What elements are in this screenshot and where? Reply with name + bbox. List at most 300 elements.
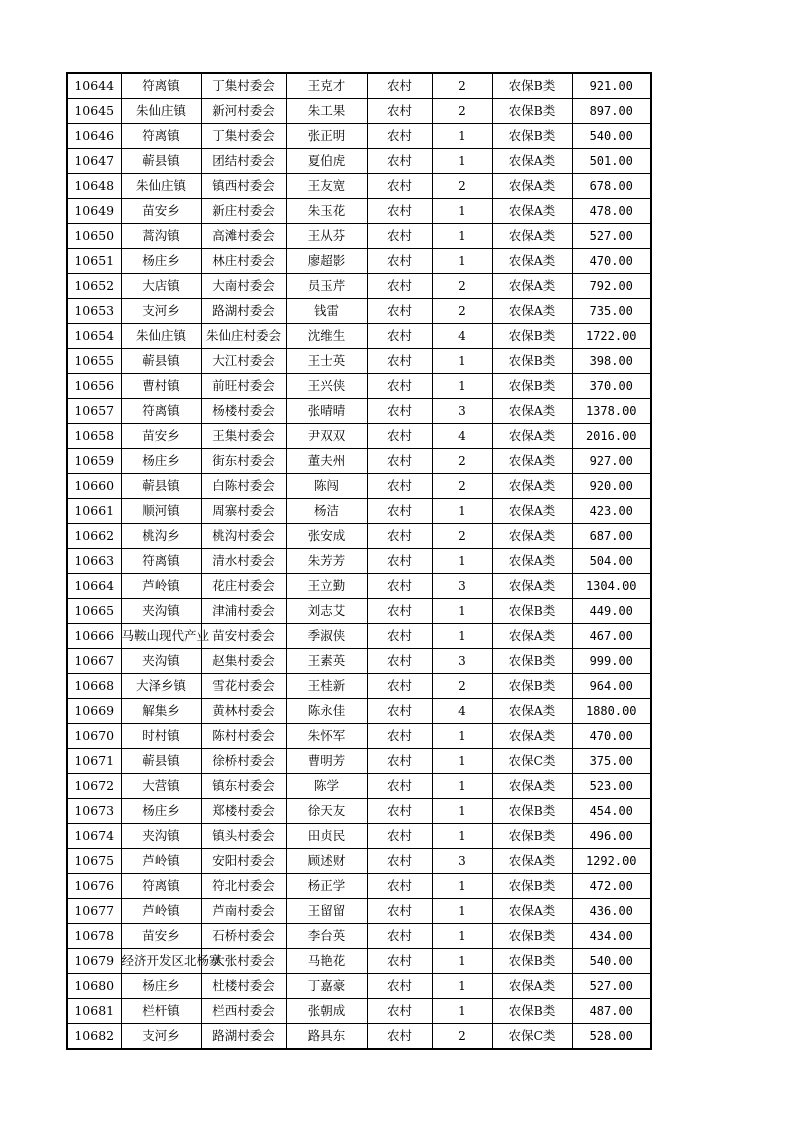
- cell-township: 马鞍山现代产业: [121, 624, 201, 649]
- cell-household-count: 4: [432, 324, 492, 349]
- cell-village-committee: 街东村委会: [201, 449, 286, 474]
- cell-township: 顺河镇: [121, 499, 201, 524]
- cell-household-count: 2: [432, 674, 492, 699]
- cell-amount: 527.00: [572, 224, 651, 249]
- cell-household-count: 1: [432, 249, 492, 274]
- cell-amount: 927.00: [572, 449, 651, 474]
- cell-township: 芦岭镇: [121, 849, 201, 874]
- cell-village-committee: 新河村委会: [201, 99, 286, 124]
- cell-amount: 434.00: [572, 924, 651, 949]
- cell-village-committee: 镇东村委会: [201, 774, 286, 799]
- cell-record-id: 10653: [67, 299, 121, 324]
- cell-record-id: 10665: [67, 599, 121, 624]
- cell-township: 大营镇: [121, 774, 201, 799]
- cell-village-committee: 周寨村委会: [201, 499, 286, 524]
- cell-insurance-category: 农保A类: [492, 474, 572, 499]
- cell-insurance-category: 农保B类: [492, 349, 572, 374]
- cell-amount: 921.00: [572, 73, 651, 99]
- table-row: [67, 549, 651, 574]
- cell-area-type: 农村: [367, 299, 432, 324]
- cell-amount: 470.00: [572, 724, 651, 749]
- cell-township: 经济开发区北杨寨: [121, 949, 201, 974]
- cell-record-id: 10664: [67, 574, 121, 599]
- cell-record-id: 10680: [67, 974, 121, 999]
- cell-household-count: 1: [432, 899, 492, 924]
- cell-township: 大店镇: [121, 274, 201, 299]
- cell-household-count: 1: [432, 749, 492, 774]
- cell-village-committee: 大江村委会: [201, 349, 286, 374]
- cell-person-name: 员玉芹: [286, 274, 367, 299]
- cell-person-name: 王素英: [286, 649, 367, 674]
- cell-insurance-category: 农保A类: [492, 199, 572, 224]
- cell-record-id: 10676: [67, 874, 121, 899]
- cell-area-type: 农村: [367, 649, 432, 674]
- table-row: [67, 949, 651, 974]
- cell-area-type: 农村: [367, 549, 432, 574]
- cell-household-count: 1: [432, 374, 492, 399]
- cell-household-count: 2: [432, 524, 492, 549]
- cell-village-committee: 团结村委会: [201, 149, 286, 174]
- cell-village-committee: 赵集村委会: [201, 649, 286, 674]
- cell-record-id: 10682: [67, 1024, 121, 1050]
- cell-insurance-category: 农保B类: [492, 999, 572, 1024]
- cell-area-type: 农村: [367, 749, 432, 774]
- cell-amount: 470.00: [572, 249, 651, 274]
- cell-person-name: 田贞民: [286, 824, 367, 849]
- cell-amount: 540.00: [572, 124, 651, 149]
- cell-amount: 999.00: [572, 649, 651, 674]
- cell-person-name: 季淑侠: [286, 624, 367, 649]
- table-row: [67, 774, 651, 799]
- table-row: [67, 149, 651, 174]
- cell-village-committee: 白陈村委会: [201, 474, 286, 499]
- cell-amount: 467.00: [572, 624, 651, 649]
- cell-person-name: 王立勤: [286, 574, 367, 599]
- cell-record-id: 10660: [67, 474, 121, 499]
- cell-person-name: 曹明芳: [286, 749, 367, 774]
- cell-township: 朱仙庄镇: [121, 99, 201, 124]
- cell-record-id: 10650: [67, 224, 121, 249]
- cell-person-name: 马艳花: [286, 949, 367, 974]
- cell-township: 夹沟镇: [121, 599, 201, 624]
- cell-township: 符离镇: [121, 399, 201, 424]
- cell-amount: 964.00: [572, 674, 651, 699]
- cell-township: 杨庄乡: [121, 799, 201, 824]
- cell-insurance-category: 农保A类: [492, 249, 572, 274]
- cell-area-type: 农村: [367, 99, 432, 124]
- cell-insurance-category: 农保A类: [492, 974, 572, 999]
- cell-village-committee: 镇头村委会: [201, 824, 286, 849]
- table-row: [67, 899, 651, 924]
- cell-person-name: 朱工果: [286, 99, 367, 124]
- cell-insurance-category: 农保B类: [492, 99, 572, 124]
- table-row: [67, 249, 651, 274]
- cell-village-committee: 路湖村委会: [201, 299, 286, 324]
- cell-amount: 2016.00: [572, 424, 651, 449]
- cell-person-name: 张正明: [286, 124, 367, 149]
- cell-record-id: 10648: [67, 174, 121, 199]
- cell-insurance-category: 农保A类: [492, 699, 572, 724]
- cell-area-type: 农村: [367, 449, 432, 474]
- cell-area-type: 农村: [367, 224, 432, 249]
- cell-amount: 1378.00: [572, 399, 651, 424]
- cell-record-id: 10670: [67, 724, 121, 749]
- cell-insurance-category: 农保B类: [492, 374, 572, 399]
- cell-household-count: 1: [432, 974, 492, 999]
- table-row: [67, 749, 651, 774]
- cell-village-committee: 丁集村委会: [201, 124, 286, 149]
- cell-area-type: 农村: [367, 149, 432, 174]
- cell-village-committee: 大南村委会: [201, 274, 286, 299]
- cell-household-count: 1: [432, 124, 492, 149]
- cell-record-id: 10672: [67, 774, 121, 799]
- cell-household-count: 1: [432, 924, 492, 949]
- cell-area-type: 农村: [367, 724, 432, 749]
- cell-amount: 735.00: [572, 299, 651, 324]
- cell-person-name: 朱玉花: [286, 199, 367, 224]
- cell-amount: 496.00: [572, 824, 651, 849]
- cell-area-type: 农村: [367, 824, 432, 849]
- cell-township: 杨庄乡: [121, 974, 201, 999]
- cell-amount: 436.00: [572, 899, 651, 924]
- cell-record-id: 10649: [67, 199, 121, 224]
- cell-person-name: 陈学: [286, 774, 367, 799]
- cell-record-id: 10657: [67, 399, 121, 424]
- table-row: [67, 349, 651, 374]
- cell-record-id: 10675: [67, 849, 121, 874]
- cell-amount: 375.00: [572, 749, 651, 774]
- cell-person-name: 朱怀军: [286, 724, 367, 749]
- cell-amount: 1304.00: [572, 574, 651, 599]
- cell-record-id: 10655: [67, 349, 121, 374]
- cell-area-type: 农村: [367, 574, 432, 599]
- cell-record-id: 10673: [67, 799, 121, 824]
- roster-body: [67, 73, 651, 1049]
- cell-household-count: 4: [432, 699, 492, 724]
- cell-area-type: 农村: [367, 474, 432, 499]
- cell-township: 杨庄乡: [121, 449, 201, 474]
- cell-insurance-category: 农保A类: [492, 274, 572, 299]
- cell-village-committee: 符北村委会: [201, 874, 286, 899]
- table-row: [67, 99, 651, 124]
- cell-record-id: 10646: [67, 124, 121, 149]
- cell-amount: 449.00: [572, 599, 651, 624]
- cell-village-committee: 安阳村委会: [201, 849, 286, 874]
- cell-area-type: 农村: [367, 974, 432, 999]
- cell-area-type: 农村: [367, 174, 432, 199]
- cell-township: 夹沟镇: [121, 649, 201, 674]
- cell-amount: 687.00: [572, 524, 651, 549]
- cell-area-type: 农村: [367, 1024, 432, 1050]
- cell-household-count: 3: [432, 399, 492, 424]
- cell-area-type: 农村: [367, 73, 432, 99]
- cell-village-committee: 前旺村委会: [201, 374, 286, 399]
- cell-household-count: 2: [432, 299, 492, 324]
- cell-township: 大泽乡镇: [121, 674, 201, 699]
- cell-area-type: 农村: [367, 774, 432, 799]
- cell-record-id: 10674: [67, 824, 121, 849]
- cell-person-name: 张安成: [286, 524, 367, 549]
- cell-amount: 527.00: [572, 974, 651, 999]
- table-row: [67, 224, 651, 249]
- cell-township: 符离镇: [121, 874, 201, 899]
- cell-area-type: 农村: [367, 424, 432, 449]
- cell-township: 夹沟镇: [121, 824, 201, 849]
- cell-household-count: 3: [432, 649, 492, 674]
- cell-person-name: 张晴晴: [286, 399, 367, 424]
- cell-area-type: 农村: [367, 124, 432, 149]
- cell-insurance-category: 农保B类: [492, 799, 572, 824]
- cell-person-name: 夏伯虎: [286, 149, 367, 174]
- cell-amount: 678.00: [572, 174, 651, 199]
- cell-area-type: 农村: [367, 999, 432, 1024]
- table-row: [67, 999, 651, 1024]
- cell-amount: 1722.00: [572, 324, 651, 349]
- cell-township: 蒿沟镇: [121, 224, 201, 249]
- cell-area-type: 农村: [367, 599, 432, 624]
- table-row: [67, 524, 651, 549]
- cell-household-count: 1: [432, 949, 492, 974]
- cell-township: 朱仙庄镇: [121, 324, 201, 349]
- table-row: [67, 124, 651, 149]
- cell-household-count: 1: [432, 874, 492, 899]
- table-row: [67, 849, 651, 874]
- cell-area-type: 农村: [367, 199, 432, 224]
- table-row: [67, 324, 651, 349]
- cell-township: 苗安乡: [121, 199, 201, 224]
- cell-person-name: 王从芬: [286, 224, 367, 249]
- table-row: [67, 624, 651, 649]
- cell-amount: 478.00: [572, 199, 651, 224]
- cell-amount: 523.00: [572, 774, 651, 799]
- cell-village-committee: 杜楼村委会: [201, 974, 286, 999]
- cell-village-committee: 杨楼村委会: [201, 399, 286, 424]
- table-row: [67, 474, 651, 499]
- cell-township: 蕲县镇: [121, 149, 201, 174]
- table-row: [67, 374, 651, 399]
- cell-person-name: 丁嘉豪: [286, 974, 367, 999]
- cell-household-count: 1: [432, 774, 492, 799]
- cell-insurance-category: 农保A类: [492, 424, 572, 449]
- cell-person-name: 路具东: [286, 1024, 367, 1050]
- cell-township: 支河乡: [121, 299, 201, 324]
- table-row: [67, 599, 651, 624]
- cell-area-type: 农村: [367, 324, 432, 349]
- cell-village-committee: 路湖村委会: [201, 1024, 286, 1050]
- cell-person-name: 王桂新: [286, 674, 367, 699]
- table-row: [67, 73, 651, 99]
- cell-insurance-category: 农保A类: [492, 624, 572, 649]
- cell-village-committee: 苗安村委会: [201, 624, 286, 649]
- cell-record-id: 10652: [67, 274, 121, 299]
- table-row: [67, 449, 651, 474]
- cell-record-id: 10668: [67, 674, 121, 699]
- cell-insurance-category: 农保C类: [492, 749, 572, 774]
- cell-insurance-category: 农保B类: [492, 874, 572, 899]
- cell-person-name: 朱芳芳: [286, 549, 367, 574]
- cell-township: 朱仙庄镇: [121, 174, 201, 199]
- cell-household-count: 2: [432, 73, 492, 99]
- cell-record-id: 10659: [67, 449, 121, 474]
- cell-area-type: 农村: [367, 499, 432, 524]
- roster-table: [66, 72, 652, 1050]
- table-row: [67, 674, 651, 699]
- cell-household-count: 1: [432, 624, 492, 649]
- cell-person-name: 陈永佳: [286, 699, 367, 724]
- cell-area-type: 农村: [367, 624, 432, 649]
- cell-village-committee: 高滩村委会: [201, 224, 286, 249]
- cell-amount: 1292.00: [572, 849, 651, 874]
- cell-village-committee: 丁集村委会: [201, 73, 286, 99]
- cell-village-committee: 黄林村委会: [201, 699, 286, 724]
- cell-insurance-category: 农保A类: [492, 774, 572, 799]
- cell-area-type: 农村: [367, 874, 432, 899]
- cell-household-count: 3: [432, 574, 492, 599]
- cell-person-name: 王克才: [286, 73, 367, 99]
- cell-area-type: 农村: [367, 374, 432, 399]
- cell-record-id: 10671: [67, 749, 121, 774]
- cell-record-id: 10644: [67, 73, 121, 99]
- cell-township: 苗安乡: [121, 924, 201, 949]
- cell-insurance-category: 农保B类: [492, 824, 572, 849]
- cell-village-committee: 陈村村委会: [201, 724, 286, 749]
- cell-village-committee: 栏西村委会: [201, 999, 286, 1024]
- cell-village-committee: 大张村委会: [201, 949, 286, 974]
- cell-village-committee: 清水村委会: [201, 549, 286, 574]
- cell-village-committee: 朱仙庄村委会: [201, 324, 286, 349]
- cell-township: 杨庄乡: [121, 249, 201, 274]
- cell-person-name: 王留留: [286, 899, 367, 924]
- table-row: [67, 399, 651, 424]
- cell-person-name: 王友宽: [286, 174, 367, 199]
- table-row: [67, 699, 651, 724]
- cell-area-type: 农村: [367, 399, 432, 424]
- cell-township: 蕲县镇: [121, 349, 201, 374]
- cell-area-type: 农村: [367, 674, 432, 699]
- cell-person-name: 沈维生: [286, 324, 367, 349]
- cell-household-count: 3: [432, 849, 492, 874]
- cell-area-type: 农村: [367, 924, 432, 949]
- cell-person-name: 王士英: [286, 349, 367, 374]
- cell-insurance-category: 农保A类: [492, 499, 572, 524]
- cell-area-type: 农村: [367, 899, 432, 924]
- cell-area-type: 农村: [367, 249, 432, 274]
- cell-insurance-category: 农保B类: [492, 649, 572, 674]
- cell-person-name: 尹双双: [286, 424, 367, 449]
- cell-record-id: 10645: [67, 99, 121, 124]
- cell-person-name: 钱雷: [286, 299, 367, 324]
- cell-amount: 1880.00: [572, 699, 651, 724]
- cell-household-count: 1: [432, 799, 492, 824]
- cell-area-type: 农村: [367, 849, 432, 874]
- cell-village-committee: 新庄村委会: [201, 199, 286, 224]
- cell-person-name: 徐天友: [286, 799, 367, 824]
- cell-person-name: 王兴侠: [286, 374, 367, 399]
- cell-amount: 487.00: [572, 999, 651, 1024]
- table-row: [67, 424, 651, 449]
- cell-household-count: 1: [432, 599, 492, 624]
- cell-area-type: 农村: [367, 349, 432, 374]
- cell-insurance-category: 农保B类: [492, 599, 572, 624]
- table-row: [67, 199, 651, 224]
- cell-area-type: 农村: [367, 274, 432, 299]
- cell-village-committee: 芦南村委会: [201, 899, 286, 924]
- cell-amount: 370.00: [572, 374, 651, 399]
- table-row: [67, 649, 651, 674]
- cell-record-id: 10678: [67, 924, 121, 949]
- cell-person-name: 杨洁: [286, 499, 367, 524]
- cell-village-committee: 石桥村委会: [201, 924, 286, 949]
- cell-amount: 472.00: [572, 874, 651, 899]
- cell-insurance-category: 农保A类: [492, 399, 572, 424]
- cell-insurance-category: 农保A类: [492, 299, 572, 324]
- cell-insurance-category: 农保A类: [492, 149, 572, 174]
- cell-insurance-category: 农保A类: [492, 899, 572, 924]
- cell-village-committee: 花庄村委会: [201, 574, 286, 599]
- cell-household-count: 1: [432, 224, 492, 249]
- cell-household-count: 1: [432, 999, 492, 1024]
- cell-village-committee: 郑楼村委会: [201, 799, 286, 824]
- cell-household-count: 4: [432, 424, 492, 449]
- table-row: [67, 724, 651, 749]
- cell-amount: 398.00: [572, 349, 651, 374]
- table-row: [67, 574, 651, 599]
- cell-insurance-category: 农保A类: [492, 549, 572, 574]
- cell-household-count: 1: [432, 499, 492, 524]
- cell-amount: 501.00: [572, 149, 651, 174]
- cell-insurance-category: 农保A类: [492, 849, 572, 874]
- cell-person-name: 杨正学: [286, 874, 367, 899]
- cell-township: 芦岭镇: [121, 574, 201, 599]
- cell-village-committee: 雪花村委会: [201, 674, 286, 699]
- cell-insurance-category: 农保C类: [492, 1024, 572, 1050]
- cell-insurance-category: 农保A类: [492, 174, 572, 199]
- cell-person-name: 顾述财: [286, 849, 367, 874]
- cell-township: 符离镇: [121, 549, 201, 574]
- table-row: [67, 799, 651, 824]
- cell-township: 解集乡: [121, 699, 201, 724]
- cell-person-name: 李台英: [286, 924, 367, 949]
- cell-township: 时村镇: [121, 724, 201, 749]
- cell-township: 支河乡: [121, 1024, 201, 1050]
- cell-township: 桃沟乡: [121, 524, 201, 549]
- cell-record-id: 10663: [67, 549, 121, 574]
- table-row: [67, 1024, 651, 1050]
- cell-amount: 423.00: [572, 499, 651, 524]
- cell-insurance-category: 农保A类: [492, 574, 572, 599]
- cell-record-id: 10666: [67, 624, 121, 649]
- cell-village-committee: 林庄村委会: [201, 249, 286, 274]
- cell-record-id: 10679: [67, 949, 121, 974]
- cell-amount: 528.00: [572, 1024, 651, 1050]
- cell-record-id: 10681: [67, 999, 121, 1024]
- cell-insurance-category: 农保A类: [492, 449, 572, 474]
- cell-household-count: 2: [432, 449, 492, 474]
- cell-township: 苗安乡: [121, 424, 201, 449]
- cell-insurance-category: 农保B类: [492, 324, 572, 349]
- cell-record-id: 10651: [67, 249, 121, 274]
- cell-township: 曹村镇: [121, 374, 201, 399]
- cell-village-committee: 王集村委会: [201, 424, 286, 449]
- cell-record-id: 10662: [67, 524, 121, 549]
- cell-record-id: 10654: [67, 324, 121, 349]
- cell-record-id: 10677: [67, 899, 121, 924]
- cell-person-name: 张朝成: [286, 999, 367, 1024]
- cell-township: 符离镇: [121, 124, 201, 149]
- cell-insurance-category: 农保B类: [492, 674, 572, 699]
- cell-insurance-category: 农保A类: [492, 224, 572, 249]
- cell-area-type: 农村: [367, 799, 432, 824]
